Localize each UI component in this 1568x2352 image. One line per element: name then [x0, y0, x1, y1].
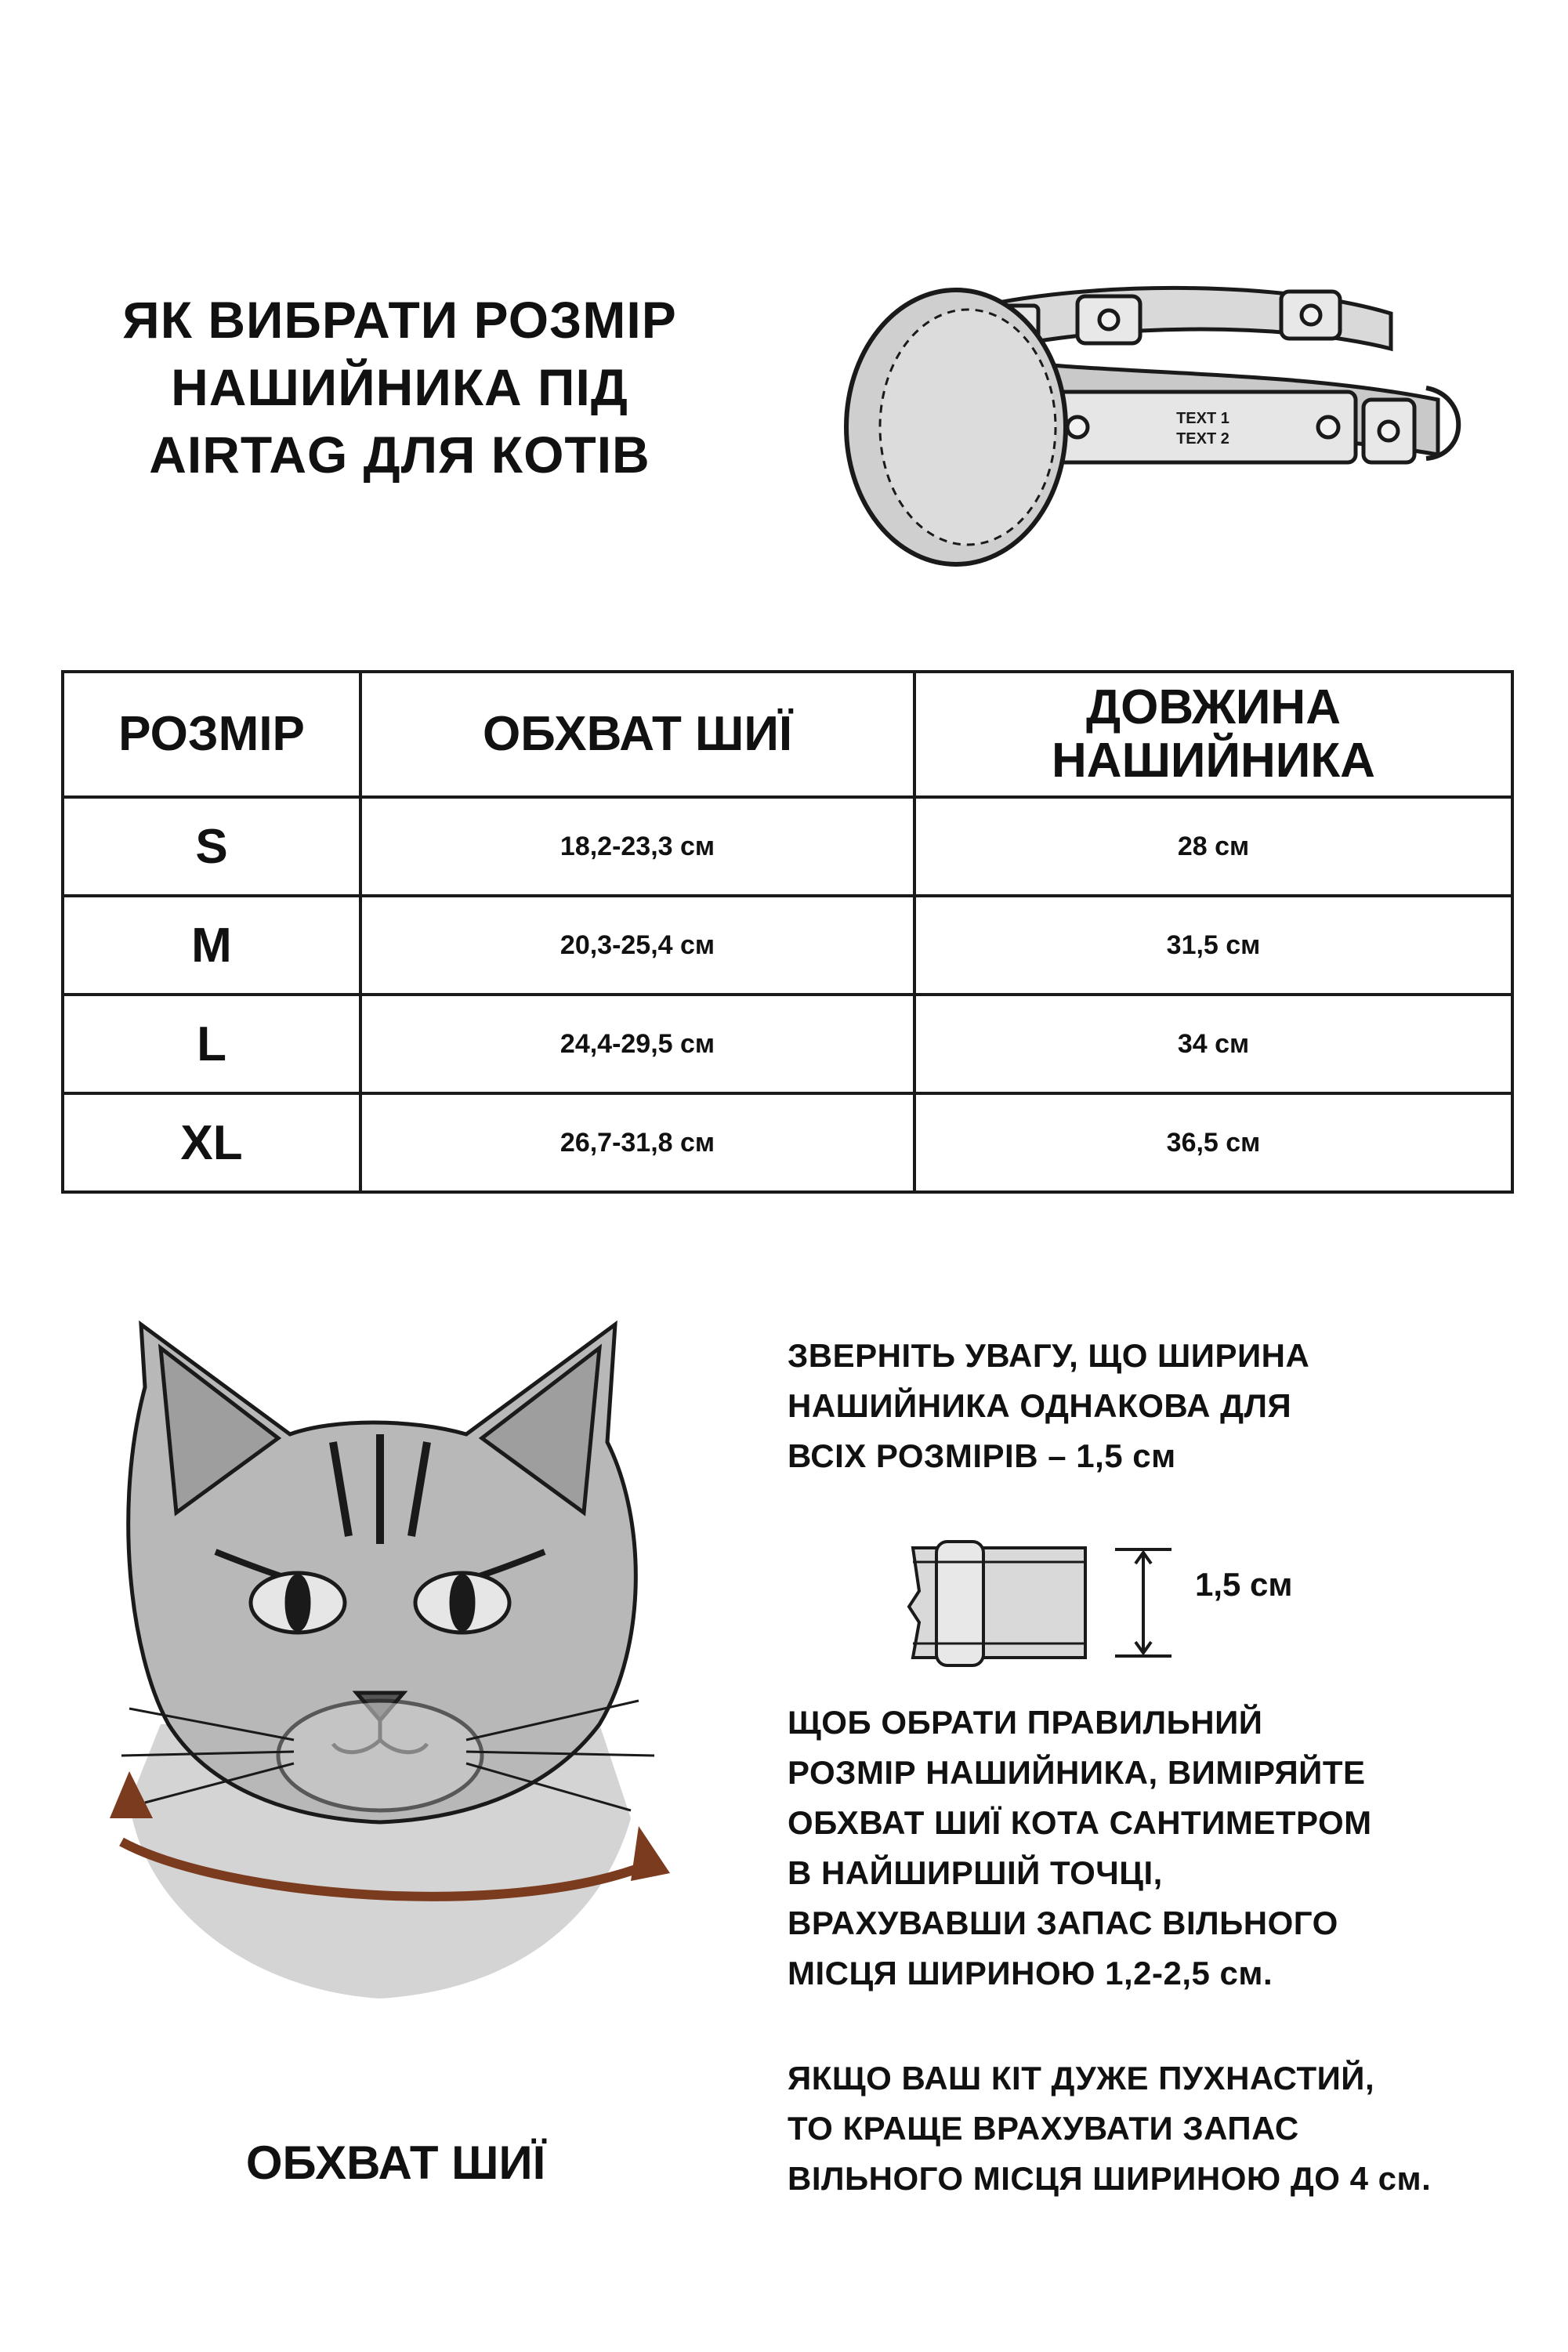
title-line-2: НАШИЙНИКА ПІД — [171, 358, 628, 416]
width-label: 1,5 см — [1195, 1566, 1293, 1603]
header-length — [914, 672, 1512, 797]
size-cell: XL — [63, 1093, 360, 1192]
header-neck: ОБХВАТ ШИЇ — [360, 672, 914, 797]
size-cell: S — [63, 797, 360, 896]
title-line-3: AIRTAG ДЛЯ КОТІВ — [149, 426, 650, 484]
table-header-row — [63, 672, 1512, 797]
length-cell: 34 см — [914, 995, 1512, 1093]
fluffy-note-line-1: ЯКЩО ВАШ КІТ ДУЖЕ ПУХНАСТИЙ, — [788, 2060, 1375, 2097]
measure-note-line-6: МІСЦЯ ШИРИНОЮ 1,2-2,5 см. — [788, 1955, 1273, 1991]
neck-girth-caption: ОБХВАТ ШИЇ — [245, 2136, 546, 2189]
page-title — [78, 286, 721, 488]
header-length-line-2: НАШИЙНИКА — [1052, 734, 1375, 788]
neck-cell: 24,4-29,5 см — [360, 995, 914, 1093]
fluffy-note-line-3: ВІЛЬНОГО МІСЦЯ ШИРИНОЮ ДО 4 см. — [788, 2160, 1432, 2197]
measure-note-line-2: РОЗМІР НАШИЙНИКА, ВИМІРЯЙТЕ — [788, 1754, 1366, 1791]
width-note — [788, 1331, 1309, 1481]
measure-note-line-3: ОБХВАТ ШИЇ КОТА САНТИМЕТРОМ — [788, 1804, 1372, 1841]
collar-plate-text-2: TEXT 2 — [1176, 430, 1229, 448]
header-size: РОЗМІР — [63, 672, 360, 797]
length-cell: 31,5 см — [914, 896, 1512, 995]
header-length-line-1: ДОВЖИНА — [1086, 680, 1341, 734]
airtag-collar-illustration — [842, 259, 1469, 588]
fluffy-note — [788, 2053, 1431, 2204]
measure-note — [788, 1698, 1372, 1999]
size-cell: L — [63, 995, 360, 1093]
collar-plate-text-1: TEXT 1 — [1176, 410, 1229, 427]
collar-width-diagram — [905, 1532, 1179, 1673]
neck-cell: 20,3-25,4 см — [360, 896, 914, 995]
width-note-line-1: ЗВЕРНІТЬ УВАГУ, ЩО ШИРИНА — [788, 1337, 1310, 1374]
measure-note-line-5: ВРАХУВАВШИ ЗАПАС ВІЛЬНОГО — [788, 1904, 1338, 1941]
neck-cell: 26,7-31,8 см — [360, 1093, 914, 1192]
size-cell: M — [63, 896, 360, 995]
table-row — [63, 797, 1512, 896]
width-note-line-2: НАШИЙНИКА ОДНАКОВА ДЛЯ — [788, 1387, 1292, 1424]
cat-head-illustration — [98, 1317, 717, 2022]
title-line-1: ЯК ВИБРАТИ РОЗМІР — [122, 291, 677, 349]
fluffy-note-line-2: ТО КРАЩЕ ВРАХУВАТИ ЗАПАС — [788, 2110, 1299, 2147]
measure-note-line-4: В НАЙШИРШІЙ ТОЧЦІ, — [788, 1854, 1163, 1891]
length-cell: 36,5 см — [914, 1093, 1512, 1192]
width-note-line-3: ВСІХ РОЗМІРІВ – 1,5 см — [788, 1437, 1176, 1474]
table-row — [63, 1093, 1512, 1192]
table-row — [63, 896, 1512, 995]
size-table — [61, 670, 1514, 1194]
neck-cell: 18,2-23,3 см — [360, 797, 914, 896]
length-cell: 28 см — [914, 797, 1512, 896]
measure-note-line-1: ЩОБ ОБРАТИ ПРАВИЛЬНИЙ — [788, 1704, 1263, 1741]
table-row — [63, 995, 1512, 1093]
